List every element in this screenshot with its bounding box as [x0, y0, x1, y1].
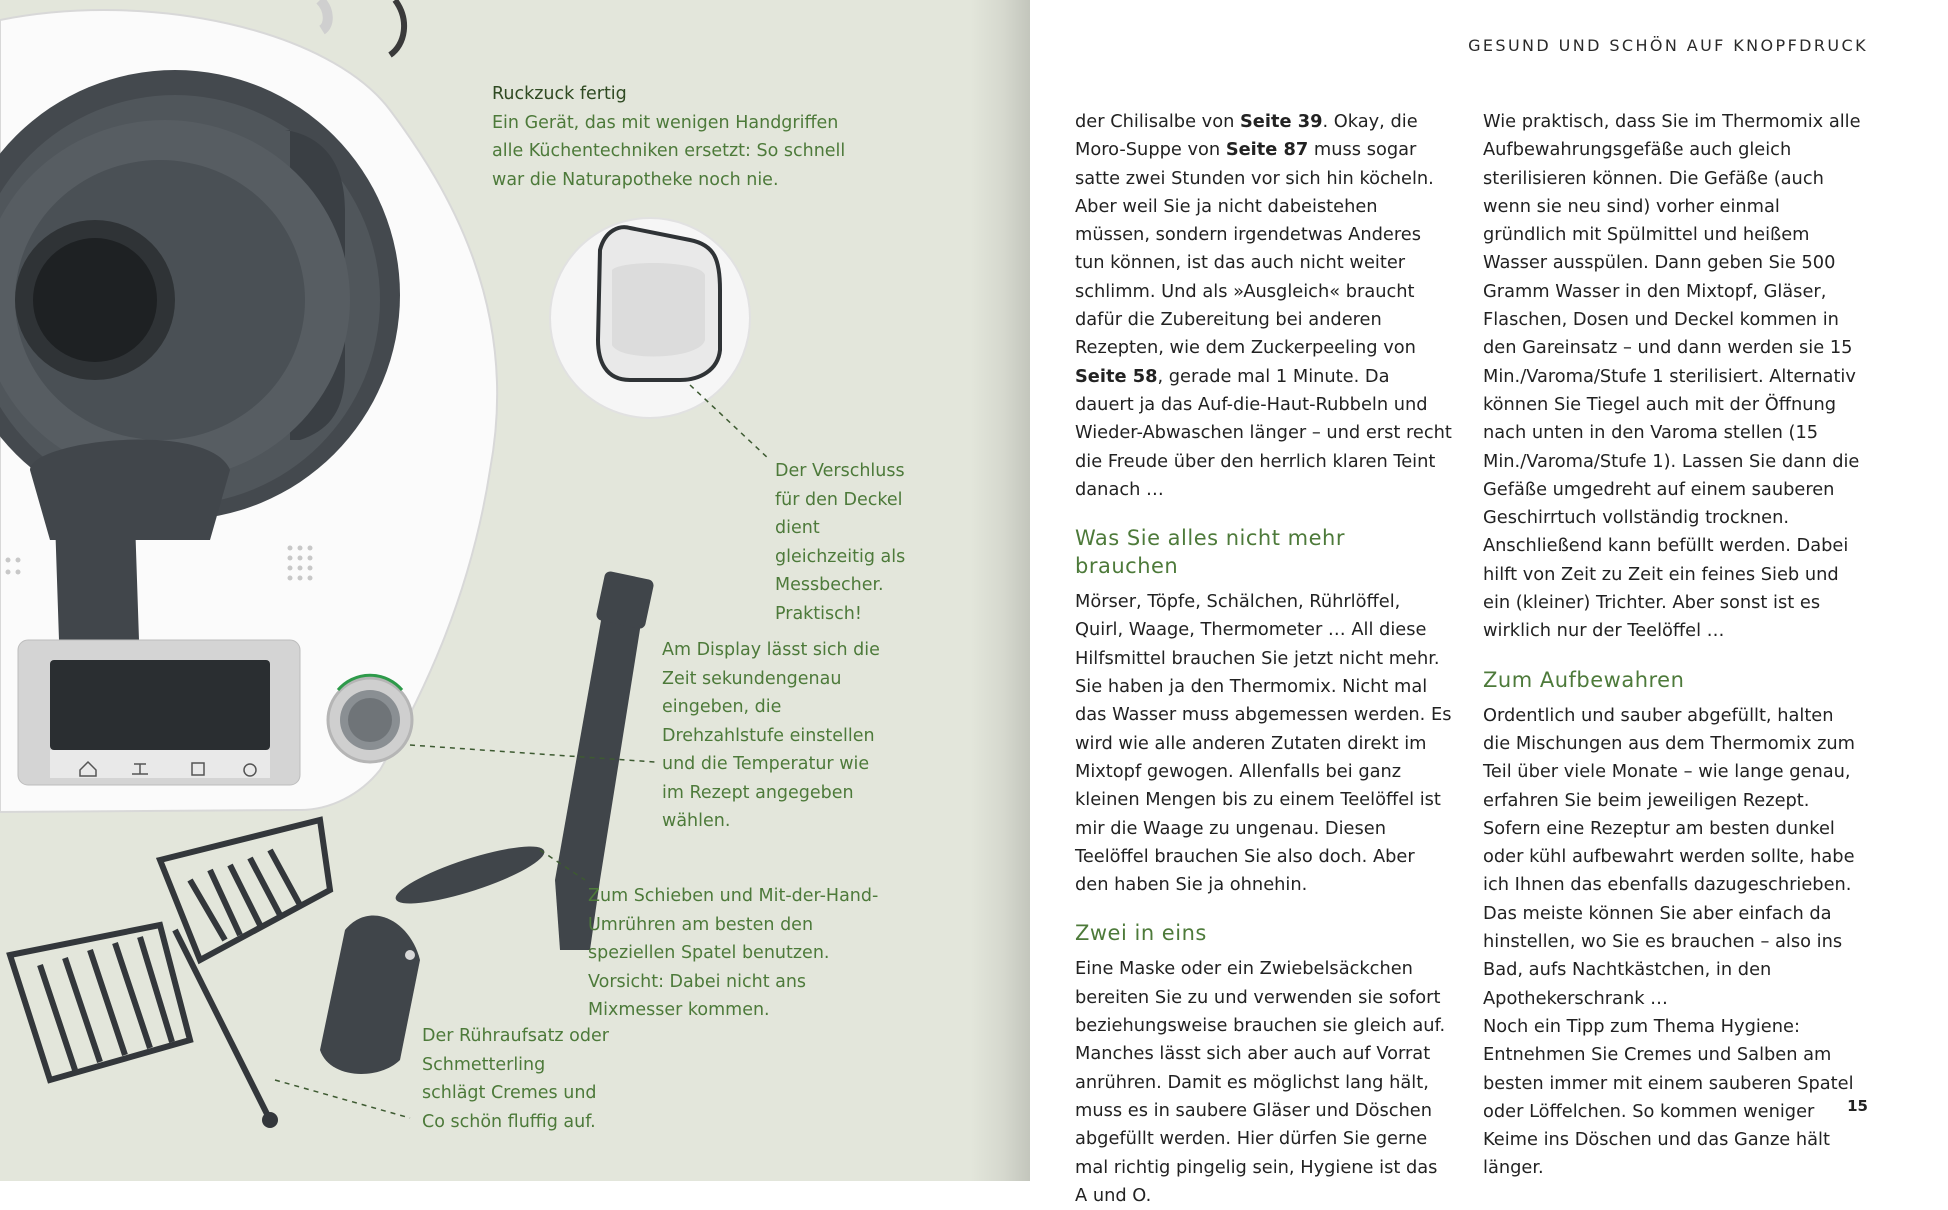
- right-page: [1030, 0, 1948, 1206]
- page-reference: Seite 39: [1240, 111, 1323, 132]
- butterfly-whisk: [10, 820, 330, 1120]
- text-column-2: [1483, 108, 1861, 1183]
- page-reference: Seite 58: [1075, 365, 1158, 387]
- caption-ruehraufsatz: Der Rühraufsatz oder Schmetterling schlägt Cremes und Co schön fluffig auf.: [422, 1026, 609, 1132]
- paragraph: Wie praktisch, dass Sie im Thermomix alle Aufbewahrungsgefäße auch gleich sterilisieren können. Die Gefäße (auch wenn sie neu sind) vorher einmal gründlich mit Spülmittel und heißem Wasser ausspülen. Dann geben Sie 500 Gramm Wasser in den Mixtopf, Gläser, Flaschen, Dosen und Deckel kommen in den Gareinsatz – und dann werden sie 15 Min./Varoma/Stufe 1 sterilisiert. Alternativ können Sie Tiegel auch mit der Öffnung nach unten in den Varoma stellen (15 Min./Varoma/Stufe 1). Lassen Sie dann die Gefäße umgedreht auf einem sauberen Geschirrtuch vollständig trocknen. Anschließend kann befüllt werden. Dabei hilft von Zeit zu Zeit ein feines Sieb und ein (kleiner) Trichter. Aber sonst ist es wirklich nur der Teelöffel …: [1483, 111, 1861, 642]
- text-column-1: [1075, 108, 1453, 1210]
- section-heading: Was Sie alles nicht mehr brauchen: [1075, 526, 1345, 579]
- paragraph: [1075, 108, 1453, 504]
- caption-ruckzuck-title: Ruckzuck fertig: [492, 84, 627, 104]
- text-run: , gerade mal 1 Minute. Da dauert ja das Auf-die-Haut-Rubbeln und Wieder-Abwaschen länger – und erst recht die Freude über den herrlich klaren Teint danach …: [1075, 365, 1452, 500]
- text-run: muss sogar satte zwei Stunden vor sich hin köcheln. Aber weil Sie ja nicht dabeistehen müssen, sondern irgendetwas Anderes tun können, ist das auch nicht weiter schlimm. Und als »Ausgleich« braucht dafür die Zubereitung bei anderen Rezepten, wie dem Zuckerpeeling von: [1075, 139, 1434, 359]
- section-heading: Zwei in eins: [1075, 921, 1207, 946]
- caption-display: Am Display lässt sich die Zeit sekundengenau eingeben, die Drehzahlstufe einstellen und die Temperatur wie im Rezept angegeben wählen.: [662, 640, 880, 831]
- caption-ruckzuck-text: Ein Gerät, das mit wenigen Handgriffen alle Küchentechniken ersetzt: So schnell war die Naturapotheke noch nie.: [492, 112, 846, 190]
- page-reference: Seite 87: [1225, 139, 1309, 161]
- text-run: der Chilisalbe von: [1075, 111, 1240, 132]
- text-run: . Okay, die Moro-Suppe von: [1075, 111, 1418, 161]
- paragraph: Ordentlich und sauber abgefüllt, halten die Mischungen aus dem Thermomix zum Teil über viele Monate – wie lange genau, erfahren Sie beim jeweiligen Rezept. Sofern eine Rezeptur am besten dunkel oder kühl aufbewahrt werden sollte, habe ich Ihnen das ebenfalls dazugeschrieben. Das meiste können Sie aber einfach da hinstellen, wo Sie es brauchen – also ins Bad, aufs Nachtkästchen, in den Apothekerschrank …: [1483, 704, 1856, 1009]
- caption-verschluss: Der Verschluss für den Deckel dient gleichzeitig als Messbecher. Praktisch!: [775, 461, 906, 624]
- caption-spatel: Zum Schieben und Mit-der-Hand-Umrühren am besten den speziellen Spatel benutzen. Vorsicht: Dabei nicht ans Mixmesser kommen.: [588, 886, 879, 1020]
- running-head: GESUND UND SCHÖN AUF KNOPFDRUCK: [1468, 36, 1868, 55]
- paragraph: Mörser, Töpfe, Schälchen, Rührlöffel, Quirl, Waage, Thermometer … All diese Hilfsmittel brauchen Sie jetzt nicht mehr. Sie haben ja den Thermomix. Nicht mal das Wasser muss abgemessen werden. Es wird wie alle anderen Zutaten direkt im Mixtopf gewogen. Allenfalls bei ganz kleinen Mengen bis zu einem Teelöffel ist mir die Waage zu ungenau. Diesen Teelöffel brauchen Sie also doch. Aber den haben Sie ja ohnehin.: [1075, 591, 1452, 896]
- paragraph: Noch ein Tipp zum Thema Hygiene: Entnehmen Sie Cremes und Salben am besten immer mit einem sauberen Spatel oder Löffelchen. So kommen weniger Keime ins Döschen und das Ganze hält länger.: [1483, 1015, 1854, 1179]
- caption-ruckzuck: [492, 80, 862, 194]
- paragraph: Eine Maske oder ein Zwiebelsäckchen bereiten Sie zu und verwenden sie sofort beziehungsweise brauchen sie gleich auf. Manches lässt sich aber auch auf Vorrat anrühren. Damit es möglichst lang hält, muss es in saubere Gläser und Döschen abgefüllt werden. Hier dürfen Sie gerne mal richtig pingelig sein, Hygiene ist das A und O.: [1075, 958, 1446, 1206]
- book-gutter: [970, 0, 1030, 1181]
- page-number: 15: [1847, 1097, 1868, 1115]
- section-heading: Zum Aufbewahren: [1483, 667, 1685, 692]
